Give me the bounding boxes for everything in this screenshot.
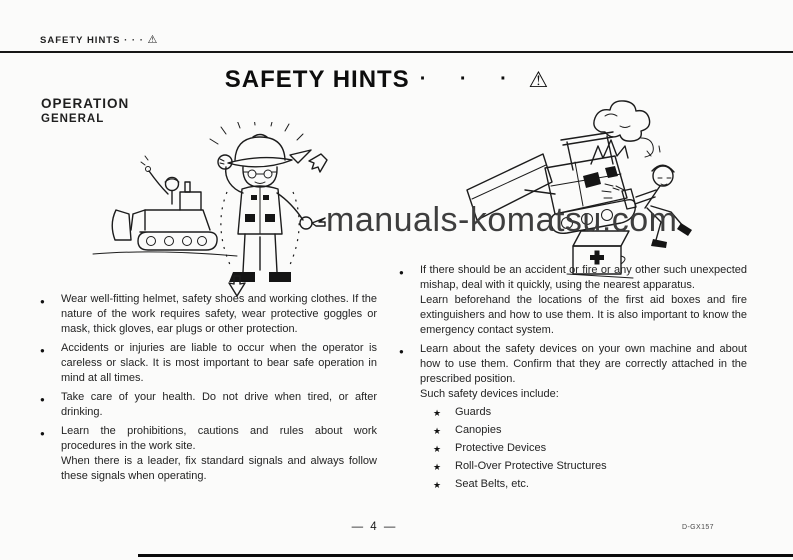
bullet-icon: ●: [399, 347, 404, 356]
running-header-title: SAFETY HINTS: [40, 35, 121, 46]
subsection-heading: GENERAL: [41, 113, 105, 125]
worker-safety-illustration: [85, 122, 365, 300]
header-divider: [0, 51, 793, 53]
bullet-text: Wear well-fitting helmet, safety shoes and working clothes. If the nature of the work requires safety, wear protective goggles or mask, thick gloves, ear plugs or other protection.: [61, 293, 377, 335]
bullet-text: Accidents or injuries are liable to occur when the operator is careless or slack. It is most important to bear safe operation in mind at all times.: [61, 342, 377, 384]
bullet-continuation: Learn beforehand the locations of the first aid boxes and fire extinguishers and how to use them. It is also important to know the emergency contact system.: [420, 294, 747, 336]
fire-emergency-illustration: [455, 98, 710, 283]
star-icon: ★: [433, 426, 442, 436]
safety-device-item: [433, 422, 747, 440]
bullet-text: If there should be an accident or fire or any other such unexpected mishap, deal with it quickly, using the nearest apparatus.: [420, 264, 747, 291]
bullet-icon: ●: [40, 297, 45, 306]
safety-device-label: Canopies: [455, 424, 502, 436]
section-heading: OPERATION: [41, 96, 130, 111]
bullet-item: [40, 292, 377, 337]
bullet-text: Learn the prohibitions, cautions and rules about work procedures in the work site.: [61, 425, 377, 452]
bullet-item: [399, 342, 747, 387]
star-icon: ★: [433, 444, 442, 454]
safety-device-label: Roll-Over Protective Structures: [455, 460, 607, 472]
bullet-continuation: When there is a leader, fix standard signals and always follow these signals when operating.: [61, 455, 377, 482]
title-dots: · · ·: [419, 68, 521, 90]
bullet-item: [40, 424, 377, 454]
safety-device-item: [433, 404, 747, 422]
doc-code: D-GX157: [682, 524, 714, 531]
safety-device-item: [433, 458, 747, 476]
page-number: — 4 —: [351, 521, 398, 533]
safety-device-label: Guards: [455, 406, 492, 418]
right-column: [399, 263, 747, 494]
safety-device-item: [433, 476, 747, 494]
left-column: [40, 292, 377, 488]
bullet-text: Take care of your health. Do not drive when tired, or after drinking.: [61, 391, 377, 418]
bullet-item: [40, 390, 377, 420]
star-icon: ★: [433, 408, 442, 418]
star-icon: ★: [433, 480, 442, 490]
bullet-continuation: Such safety devices include:: [420, 388, 559, 400]
bullet-icon: ●: [40, 395, 45, 404]
bullet-item: [40, 341, 377, 386]
safety-device-label: Protective Devices: [455, 442, 547, 454]
running-header: [40, 33, 158, 46]
running-header-dots: · · ·: [124, 35, 144, 46]
warning-triangle-icon: ⚠: [528, 68, 549, 93]
bullet-text: Learn about the safety devices on your own machine and about how to use them. Confirm that they are correctly attached in the prescribed position.: [420, 343, 747, 385]
safety-device-label: Seat Belts, etc.: [455, 478, 529, 490]
page-title-text: SAFETY HINTS: [224, 66, 410, 93]
bullet-icon: ●: [40, 429, 45, 438]
scan-artifact-line: [138, 554, 793, 557]
watermark: manuals-komatsu.com: [326, 201, 678, 239]
page-title: [0, 66, 783, 94]
safety-device-item: [433, 440, 747, 458]
bullet-item: [399, 263, 747, 293]
warning-triangle-icon: ⚠: [147, 33, 159, 46]
bullet-icon: ●: [399, 268, 404, 277]
star-icon: ★: [433, 462, 442, 472]
bullet-icon: ●: [40, 346, 45, 355]
